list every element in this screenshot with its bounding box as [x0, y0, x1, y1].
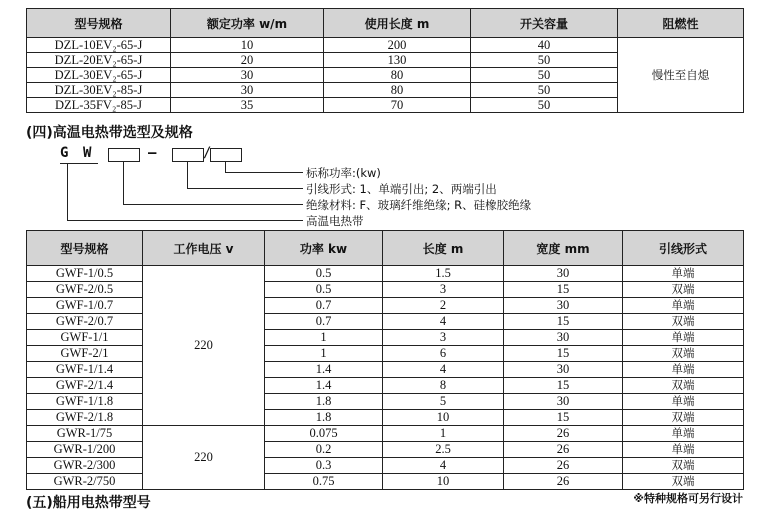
cell-length: 4	[383, 362, 504, 378]
code-dash: –	[148, 145, 157, 161]
cell-length: 8	[383, 378, 504, 394]
cell-model: GWR-2/750	[27, 474, 143, 490]
cell-voltage: 220	[143, 426, 265, 490]
cell-length: 1.5	[383, 266, 504, 282]
cell-power: 0.75	[265, 474, 383, 490]
header-voltage: 工作电压 v	[143, 231, 265, 266]
code-underline	[60, 163, 98, 164]
cell-length: 80	[324, 83, 471, 98]
table-header-row	[27, 9, 744, 38]
cell-power: 1	[265, 330, 383, 346]
cell-length: 5	[383, 394, 504, 410]
leader-line	[123, 204, 303, 205]
cell-model: GWF-1/0.5	[27, 266, 143, 282]
cell-power: 1.8	[265, 394, 383, 410]
cell-power: 0.5	[265, 266, 383, 282]
cell-power: 30	[171, 83, 324, 98]
cell-lead: 单端	[623, 330, 744, 346]
legend-insulation: 绝缘材料: F、玻璃纤维绝缘; R、硅橡胶绝缘	[306, 198, 532, 212]
cell-width: 26	[504, 426, 623, 442]
cell-model: DZL-20EV₂-65-J	[27, 53, 171, 68]
code-slash: /	[203, 145, 212, 161]
cell-length: 6	[383, 346, 504, 362]
cell-model: GWR-1/200	[27, 442, 143, 458]
legend-lead-type: 引线形式: 1、单端引出; 2、两端引出	[306, 182, 497, 196]
table-row	[27, 362, 744, 378]
cell-length: 4	[383, 314, 504, 330]
table-row	[27, 442, 744, 458]
cell-length: 2	[383, 298, 504, 314]
table-header-row	[27, 231, 744, 266]
cell-power: 0.3	[265, 458, 383, 474]
cell-length: 80	[324, 68, 471, 83]
table-row	[27, 38, 744, 53]
cell-width: 15	[504, 346, 623, 362]
cell-power: 1.4	[265, 378, 383, 394]
cell-flame: 慢性至自熄	[618, 38, 744, 113]
cell-power: 30	[171, 68, 324, 83]
cell-model: GWF-2/0.5	[27, 282, 143, 298]
table-row	[27, 346, 744, 362]
cell-lead: 单端	[623, 362, 744, 378]
header-power: 功率 kw	[265, 231, 383, 266]
table-row	[27, 394, 744, 410]
header-width: 宽度 mm	[504, 231, 623, 266]
table-row	[27, 314, 744, 330]
header-lead-type: 引线形式	[623, 231, 744, 266]
cell-model: GWR-1/75	[27, 426, 143, 442]
cell-lead: 双端	[623, 378, 744, 394]
cell-width: 15	[504, 282, 623, 298]
cell-lead: 单端	[623, 298, 744, 314]
cell-length: 200	[324, 38, 471, 53]
cell-length: 3	[383, 330, 504, 346]
cell-lead: 双端	[623, 346, 744, 362]
table-row	[27, 266, 744, 282]
leader-line	[187, 161, 188, 189]
section-heading-5: (五)船用电热带型号	[26, 495, 151, 511]
cell-lead: 双端	[623, 410, 744, 426]
cell-model: GWF-2/1.8	[27, 410, 143, 426]
header-flame-retardance: 阻燃性	[618, 9, 744, 38]
table-row	[27, 410, 744, 426]
cell-model: GWR-2/300	[27, 458, 143, 474]
cell-capacity: 50	[471, 53, 618, 68]
cell-width: 26	[504, 458, 623, 474]
header-rated-power: 额定功率 w/m	[171, 9, 324, 38]
cell-lead: 单端	[623, 266, 744, 282]
cell-length: 10	[383, 410, 504, 426]
cell-power: 10	[171, 38, 324, 53]
cell-power: 0.7	[265, 314, 383, 330]
cell-capacity: 50	[471, 68, 618, 83]
code-box-lead	[172, 148, 204, 162]
cell-model: GWF-1/1.4	[27, 362, 143, 378]
table-row	[27, 378, 744, 394]
cell-lead: 单端	[623, 394, 744, 410]
cell-width: 30	[504, 298, 623, 314]
code-box-power	[210, 148, 242, 162]
cell-width: 30	[504, 362, 623, 378]
cell-power: 0.2	[265, 442, 383, 458]
legend-power: 标称功率:(kw)	[306, 166, 381, 180]
cell-lead: 单端	[623, 442, 744, 458]
cell-model: DZL-30EV₂-65-J	[27, 68, 171, 83]
cell-capacity: 50	[471, 83, 618, 98]
table-row	[27, 282, 744, 298]
cell-model: DZL-35FV₂-85-J	[27, 98, 171, 113]
cell-power: 1	[265, 346, 383, 362]
code-letter-g: G	[60, 145, 69, 161]
cell-power: 0.5	[265, 282, 383, 298]
cell-model: GWF-1/1.8	[27, 394, 143, 410]
cell-power: 0.075	[265, 426, 383, 442]
cell-lead: 双端	[623, 314, 744, 330]
legend-product: 高温电热带	[306, 214, 364, 228]
cell-voltage: 220	[143, 266, 265, 426]
cell-lead: 双端	[623, 458, 744, 474]
cell-length: 1	[383, 426, 504, 442]
leader-line	[123, 161, 124, 205]
leader-line	[67, 163, 68, 221]
cell-width: 26	[504, 442, 623, 458]
cell-length: 3	[383, 282, 504, 298]
cell-width: 26	[504, 474, 623, 490]
header-length: 使用长度 m	[324, 9, 471, 38]
footnote: ※特种规格可另行设计	[633, 492, 743, 505]
section-heading-4: (四)高温电热带选型及规格	[26, 125, 193, 141]
header-length: 长度 m	[383, 231, 504, 266]
cell-model: GWF-2/1.4	[27, 378, 143, 394]
cell-model: GWF-1/1	[27, 330, 143, 346]
code-box-insulation	[108, 148, 140, 162]
cell-power: 0.7	[265, 298, 383, 314]
cell-width: 30	[504, 330, 623, 346]
cell-capacity: 40	[471, 38, 618, 53]
leader-line	[225, 172, 303, 173]
cell-width: 30	[504, 394, 623, 410]
table-row	[27, 458, 744, 474]
cell-power: 1.4	[265, 362, 383, 378]
cell-length: 10	[383, 474, 504, 490]
cell-lead: 双端	[623, 474, 744, 490]
spec-table-dzl	[26, 8, 744, 113]
table-row	[27, 474, 744, 490]
cell-model: DZL-30EV₂-85-J	[27, 83, 171, 98]
cell-lead: 双端	[623, 282, 744, 298]
cell-width: 15	[504, 410, 623, 426]
cell-width: 15	[504, 378, 623, 394]
cell-power: 35	[171, 98, 324, 113]
cell-power: 1.8	[265, 410, 383, 426]
cell-width: 30	[504, 266, 623, 282]
table-row	[27, 330, 744, 346]
spec-table-gw	[26, 230, 744, 490]
cell-model: GWF-2/1	[27, 346, 143, 362]
header-switch-capacity: 开关容量	[471, 9, 618, 38]
cell-power: 20	[171, 53, 324, 68]
cell-lead: 单端	[623, 426, 744, 442]
cell-length: 70	[324, 98, 471, 113]
table-row	[27, 426, 744, 442]
cell-length: 2.5	[383, 442, 504, 458]
leader-line	[67, 220, 303, 221]
code-letter-w: W	[83, 145, 92, 161]
table-row	[27, 298, 744, 314]
leader-line	[187, 188, 303, 189]
cell-length: 4	[383, 458, 504, 474]
cell-model: GWF-2/0.7	[27, 314, 143, 330]
header-model: 型号规格	[27, 231, 143, 266]
cell-capacity: 50	[471, 98, 618, 113]
cell-length: 130	[324, 53, 471, 68]
header-model: 型号规格	[27, 9, 171, 38]
cell-model: DZL-10EV₂-65-J	[27, 38, 171, 53]
cell-model: GWF-1/0.7	[27, 298, 143, 314]
cell-width: 15	[504, 314, 623, 330]
